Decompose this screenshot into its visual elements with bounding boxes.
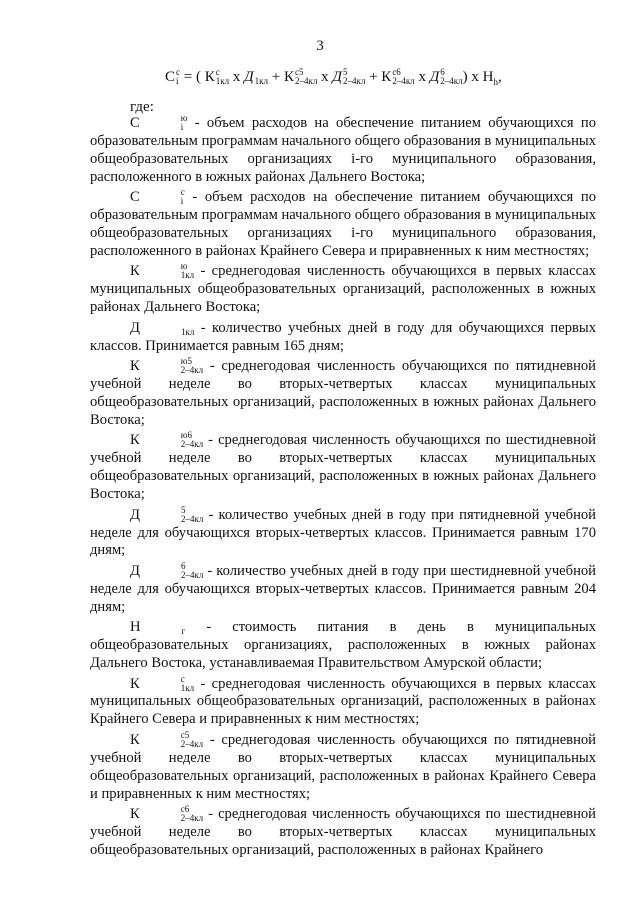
symbol-base: C xyxy=(130,115,140,131)
symbol-superscript: 5 xyxy=(180,504,186,515)
symbol-superscript: ю xyxy=(180,261,188,272)
definition-text: - объем расходов на обеспечение питанием обучающихся по образовательным программам начального общего образования в муниципальных общеобразовательных организациях i-го муниципального образования, расположенного в южных районах Дальнего Востока; xyxy=(90,115,596,185)
symbol-indices xyxy=(216,68,229,86)
symbol-superscript: с xyxy=(180,673,185,684)
definition-symbol xyxy=(130,320,194,336)
definition-symbol xyxy=(130,115,187,131)
symbol-superscript: с6 xyxy=(180,804,190,815)
symbol-base: К xyxy=(204,69,215,85)
symbol-base: К xyxy=(130,731,140,748)
definition-paragraph xyxy=(90,506,596,561)
definition-paragraph xyxy=(90,562,596,617)
definition-paragraph xyxy=(90,262,596,317)
symbol-superscript: ю5 xyxy=(180,356,192,367)
symbol-indices xyxy=(392,68,414,86)
symbol-indices xyxy=(141,114,188,132)
symbol-base: К xyxy=(130,358,140,375)
symbol-indices xyxy=(141,675,194,693)
symbol-indices xyxy=(255,68,268,86)
symbol-indices xyxy=(141,506,203,524)
definition-text: - среднегодовая численность обучающихся по шестидневной учебной неделе во вторых-четвертых классах муниципальных общеобразовательных организаций, расположенных в районах Крайнего xyxy=(90,806,596,858)
definition-symbol xyxy=(130,504,204,524)
definition-symbol xyxy=(130,189,185,205)
symbol-subscript: г xyxy=(181,626,186,637)
formula-term xyxy=(332,69,365,85)
formula-operator: + xyxy=(365,69,382,85)
definition-text: - стоимость питания в день в муниципальных общеобразовательных организациях, расположенных в южных районах Дальнего Востока, устанавливаемая Правительством Амурской области; xyxy=(90,619,596,672)
formula-term xyxy=(205,69,229,85)
symbol-indices xyxy=(141,357,203,375)
definition-text: - среднегодовая численность обучающихся в первых классах муниципальных общеобразовательных организаций, расположенных в южных районах Дальнего Востока; xyxy=(90,263,596,316)
symbol-base: К xyxy=(130,263,140,280)
symbol-indices xyxy=(142,618,186,636)
formula-operator: x xyxy=(229,69,245,85)
definition-paragraph xyxy=(90,431,596,504)
definition-paragraph xyxy=(90,357,596,430)
formula-lhs xyxy=(165,69,180,85)
definition-paragraph xyxy=(90,114,596,187)
symbol-superscript: с xyxy=(180,187,185,198)
definition-paragraph xyxy=(90,675,596,730)
symbol-indices xyxy=(141,731,203,749)
symbol-superscript: с6 xyxy=(392,67,401,77)
symbol-superscript: 5 xyxy=(342,67,348,77)
symbol-superscript: ю xyxy=(180,113,188,123)
symbol-subscript: i xyxy=(176,76,179,86)
where-label: где: xyxy=(130,99,154,115)
symbol-superscript: 6 xyxy=(440,67,445,77)
definition-text: - количество учебных дней в году для обучающихся первых классов. Принимается равным 165 дням; xyxy=(90,319,596,354)
symbol-subscript: 2–4кл xyxy=(295,76,318,86)
symbol-superscript: 6 xyxy=(180,560,186,571)
symbol-superscript: с5 xyxy=(180,729,190,740)
formula-term xyxy=(381,69,414,85)
symbol-subscript: 2–4кл xyxy=(440,76,463,86)
definition-text: - количество учебных дней в году при пятидневной учебной неделе для обучающихся вторых-четвертых классов. Принимается равным 170 дням; xyxy=(90,506,596,559)
definition-paragraph xyxy=(90,731,596,804)
symbol-base: К xyxy=(381,69,392,85)
definition-symbol xyxy=(130,263,194,279)
symbol-base: К xyxy=(130,675,140,692)
symbol-subscript: 1кл xyxy=(254,76,269,86)
symbol-base: Д xyxy=(130,506,140,523)
page-number: 3 xyxy=(316,38,324,54)
definition-paragraph xyxy=(90,319,596,356)
formula-operator: = ( xyxy=(180,69,205,85)
formula-operator: , xyxy=(497,69,502,85)
symbol-subscript: 1кл xyxy=(215,76,230,86)
symbol-subscript: 1кл xyxy=(180,682,195,693)
symbol-subscript: 1кл xyxy=(180,326,195,337)
symbol-base: Д xyxy=(130,562,140,579)
symbol-indices xyxy=(141,262,194,280)
definition-text: - среднегодовая численность обучающихся по пятидневной учебной неделе во вторых-четвертых классах муниципальных общеобразовательных организаций, расположенных в районах Крайнего Севера и приравненных к ним местностях; xyxy=(90,731,596,802)
symbol-base: Д xyxy=(332,69,342,85)
definition-symbol xyxy=(130,619,185,635)
definition-text: - среднегодовая численность обучающихся по пятидневной учебной неделе во вторых-четвертых классах муниципальных общеобразовательных организаций, расположенных в южных районах Дальнего Востока; xyxy=(90,358,596,428)
symbol-superscript: с xyxy=(176,67,181,77)
symbol-superscript xyxy=(142,618,186,627)
definition-symbol xyxy=(130,560,204,580)
symbol-subscript: 2–4кл xyxy=(180,738,204,749)
definition-text: - количество учебных дней в году при шестидневной учебной неделе для обучающихся вторых-четвертых классов. Принимается равным 204 дням; xyxy=(90,562,596,615)
main-formula xyxy=(165,68,502,86)
symbol-base: К xyxy=(284,69,295,85)
symbol-indices xyxy=(141,805,203,823)
formula-term xyxy=(284,69,317,85)
definition-symbol xyxy=(130,806,203,822)
symbol-subscript: 2–4кл xyxy=(180,439,204,450)
definitions-list xyxy=(90,114,596,861)
symbol-superscript: с xyxy=(215,67,220,77)
symbol-subscript: 2–4кл xyxy=(180,813,204,824)
definition-text: - объем расходов на обеспечение питанием обучающихся по образовательным программам начального общего образования в муниципальных общеобразовательных организациях i-го муниципального образования, расположенного в районах Крайнего Севера и приравненных к ним местностях; xyxy=(90,189,596,259)
symbol-base: К xyxy=(130,806,140,823)
formula-subscript: h xyxy=(493,77,498,87)
symbol-indices xyxy=(440,68,462,86)
symbol-subscript: 2–4кл xyxy=(180,569,204,580)
symbol-superscript: ю6 xyxy=(180,430,192,441)
definition-symbol xyxy=(130,673,195,693)
definition-paragraph xyxy=(90,188,596,261)
symbol-subscript: 2–4кл xyxy=(392,76,415,86)
definition-paragraph xyxy=(90,805,596,860)
symbol-subscript: 2–4кл xyxy=(342,76,366,86)
formula-term xyxy=(430,69,463,85)
formula-operator: x xyxy=(317,69,333,85)
definition-text: - среднегодовая численность обучающихся в первых классах муниципальных общеобразовательных организаций, расположенных в районах Крайнего Севера и приравненных к ним местностях; xyxy=(90,675,596,728)
symbol-base: C xyxy=(165,69,176,85)
symbol-base: C xyxy=(130,189,140,206)
definition-symbol xyxy=(130,358,203,374)
symbol-indices xyxy=(141,562,203,580)
symbol-subscript: 1кл xyxy=(180,270,195,281)
symbol-indices xyxy=(141,431,203,449)
symbol-indices xyxy=(295,68,317,86)
symbol-indices xyxy=(141,188,185,206)
symbol-base: Д xyxy=(130,319,140,336)
symbol-subscript: i xyxy=(180,196,184,207)
formula-term xyxy=(244,69,268,85)
symbol-subscript: i xyxy=(180,122,184,132)
formula-operator: ) x Н xyxy=(462,69,494,85)
symbol-base: К xyxy=(130,432,140,449)
symbol-base: Н xyxy=(130,619,141,636)
definition-symbol xyxy=(130,432,203,448)
symbol-indices xyxy=(343,68,365,86)
definition-paragraph xyxy=(90,618,596,673)
formula-operator: x xyxy=(414,69,430,85)
definition-symbol xyxy=(130,729,204,749)
formula-operator: + xyxy=(268,69,285,85)
symbol-subscript: 2–4кл xyxy=(180,513,204,524)
symbol-subscript: 2–4кл xyxy=(180,365,204,376)
symbol-indices xyxy=(141,319,194,337)
definition-text: - среднегодовая численность обучающихся по шестидневной учебной неделе во вторых-четвертых классах муниципальных общеобразовательных организаций, расположенных в южных районах Дальнего Востока; xyxy=(90,432,596,503)
symbol-superscript: с5 xyxy=(295,67,304,77)
symbol-base: Д xyxy=(429,69,440,85)
symbol-base: Д xyxy=(244,69,254,85)
